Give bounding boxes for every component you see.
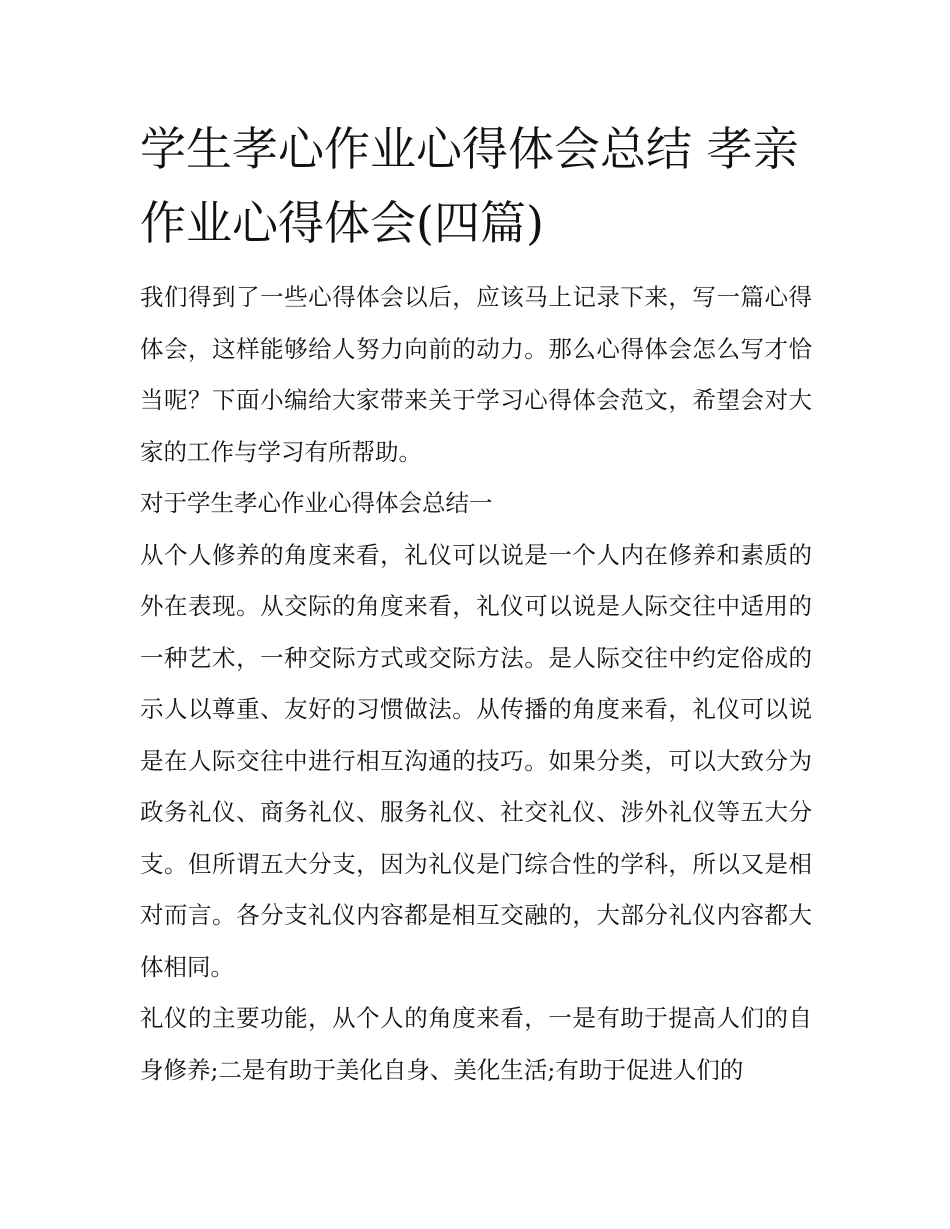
body-paragraph-1: 从个人修养的角度来看，礼仪可以说是一个人内在修养和素质的外在表现。从交际的角度来看，礼仪可以说是人际交往中适用的一种艺术，一种交际方式或交际方法。是人际交往中约定俗成的示人以尊重、友好的习惯做法。从传播的角度来看，礼仪可以说是在人际交往中进行相互沟通的技巧。如果分类，可以大致分为政务礼仪、商务礼仪、服务礼仪、社交礼仪、涉外礼仪等五大分支。但所谓五大分支，因为礼仪是门综合性的学科，所以又是相对而言。各分支礼仪内容都是相互交融的，大部分礼仪内容都大体相同。: [140, 540, 812, 981]
document-body: [140, 112, 812, 1096]
section-heading: 对于学生孝心作业心得体会总结一: [140, 489, 493, 517]
document-title: 学生孝心作业心得体会总结 孝亲作业心得体会(四篇): [140, 122, 799, 250]
intro-paragraph: 我们得到了一些心得体会以后，应该马上记录下来，写一篇心得体会，这样能够给人努力向前的动力。那么心得体会怎么写才恰当呢？下面小编给大家带来关于学习心得体会范文，希望会对大家的工作与学习有所帮助。: [140, 283, 812, 466]
body-paragraph-2: 礼仪的主要功能，从个人的角度来看，一是有助于提高人们的自身修养;二是有助于美化自身、美化生活;有助于促进人们的: [140, 1004, 812, 1084]
